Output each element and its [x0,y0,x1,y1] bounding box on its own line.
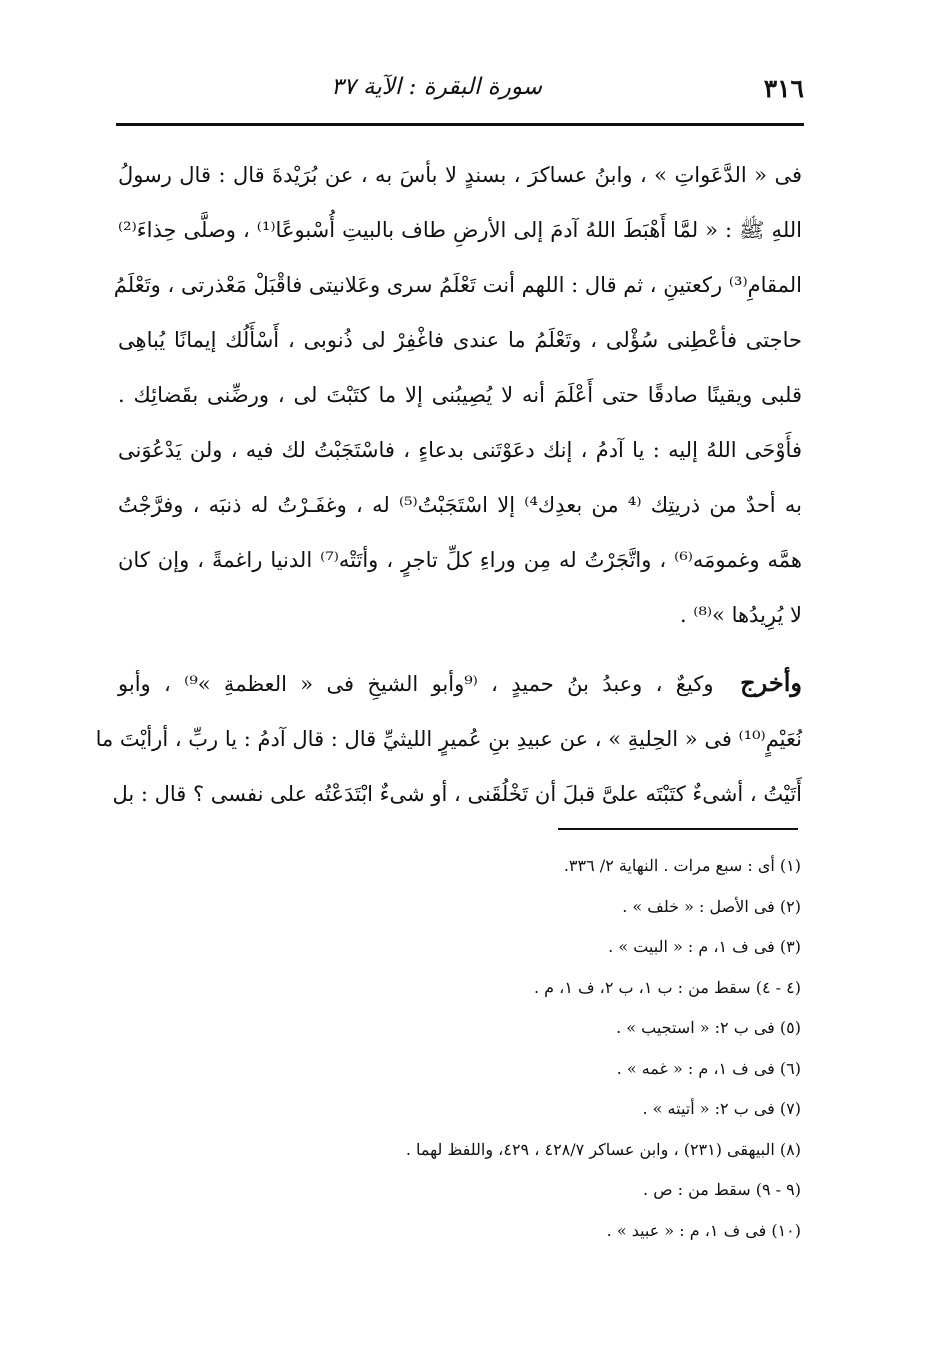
footnote: (٩ - ٩) سقط من : ص . [643,1180,801,1199]
paragraph-1 [113,148,802,643]
footnote: (٨) البيهقى (٢٣١) ، وابن عساكر ٤٢٨/٧ ، ٤٢٩، واللفظ لهما . [405,1139,801,1159]
footnote: (٤ - ٤) سقط من : ب ١، ب ٢، ف ١، م . [533,977,801,997]
text-line: فأَوْحَى اللهُ إليه : يا آدمُ ، إنك دعَوْتَنى بدعاءٍ ، فاسْتَجَبْتُ لك فيه ، ولن يَدْعُوَنى [118,438,802,462]
text-line: به أحدٌ من ذريتِك ⁽⁴ من بعدِك⁴⁾ إلا اسْتَجَبْتُ⁽⁵⁾ له ، وغفَـرْتُ له ذنبَه ، وفرَّجْتُ [118,493,802,517]
text-line: نُعَيْمٍ⁽¹⁰⁾ فى « الحِليةِ » ، عن عبيدِ بنِ عُميرٍ الليثيِّ قال : قال آدمُ : يا ربِّ ، أرأيْتَ ما [95,727,802,751]
text-line: المقامِ⁽³⁾ ركعتينِ ، ثم قال : اللهم أنت تَعْلَمُ سرى وعَلانيتى فاقْبَلْ مَعْذرتى ، وتَعْلَمُ [113,273,802,297]
footnote: (٣) فى ف ١، م : « البيت » . [608,937,801,956]
footnote: (١٠) فى ف ١، م : « عبيد » . [606,1220,801,1240]
page-header [116,70,804,110]
footnote: (٢) فى الأصل : « خلف » . [622,896,801,916]
footnote: (٥) فى ب ٢: « استجيب » . [616,1018,801,1037]
page-number: ٣١٦ [763,74,804,103]
footnotes [241,846,801,1251]
main-text [95,148,802,822]
text-line: أَتَيْتُ ، أشىءٌ كتَبْتَه علىَّ قبلَ أن تَخْلُقَنى ، أو شىءٌ ابْتَدَعْتُه على نفسى ؟ قال : بل [112,782,802,806]
footnote-separator [558,828,798,830]
footnote: (٦) فى ف ١، م : « غمه » . [616,1058,801,1078]
text-line: همَّه وغمومَه⁽⁶⁾ ، واتَّجَرْتُ له مِن وراءِ كلِّ تاجرٍ ، وأتَتْه⁽⁷⁾ الدنيا راغمةً ، وإن كان [118,548,802,572]
paragraph-lead-word: وأخرج [740,668,802,697]
footnote: (١) أى : سبع مرات . النهاية ٢/ ٣٣٦. [563,856,801,875]
paragraph-2 [95,655,802,822]
text-line: قلبى ويقينًا صادقًا حتى أَعْلَمَ أنه لا يُصِيبُنى إلا ما كتَبْتَ لى ، ورضِّنى بقَضائِك . [118,383,802,407]
text-line-rest: وكيعٌ ، وعبدُ بنُ حميدٍ ، ⁽⁹وأبو الشيخِ فى « العظمةِ »⁹⁾ ، وأبو [118,672,714,696]
running-title: سورة البقرة : الآية ٣٧ [331,74,542,100]
text-line: لا يُرِيدُها »⁽⁸⁾ . [679,603,802,627]
footnote: (٧) فى ب ٢: « أتيته » . [642,1099,801,1118]
text-line: حاجتى فأعْطِنى سُؤْلى ، وتَعْلَمُ ما عندى فاغْفِرْ لى ذُنوبى ، أَسْأَلُك إيمانًا يُباهِى [118,328,802,352]
header-rule [116,123,804,126]
text-line: اللهِ ﷺ : « لمَّا أَهْبَطَ اللهُ آدمَ إلى الأرضِ طاف بالبيتِ أُسْبوعًا⁽¹⁾ ، وصلَّى حِذاءَ⁽²⁾ [118,218,802,242]
text-line [118,655,802,712]
text-line: فى « الدَّعَواتِ » ، وابنُ عساكرَ ، بسندٍ لا بأسَ به ، عن بُرَيْدةَ قال : قال رسولُ [118,163,802,187]
